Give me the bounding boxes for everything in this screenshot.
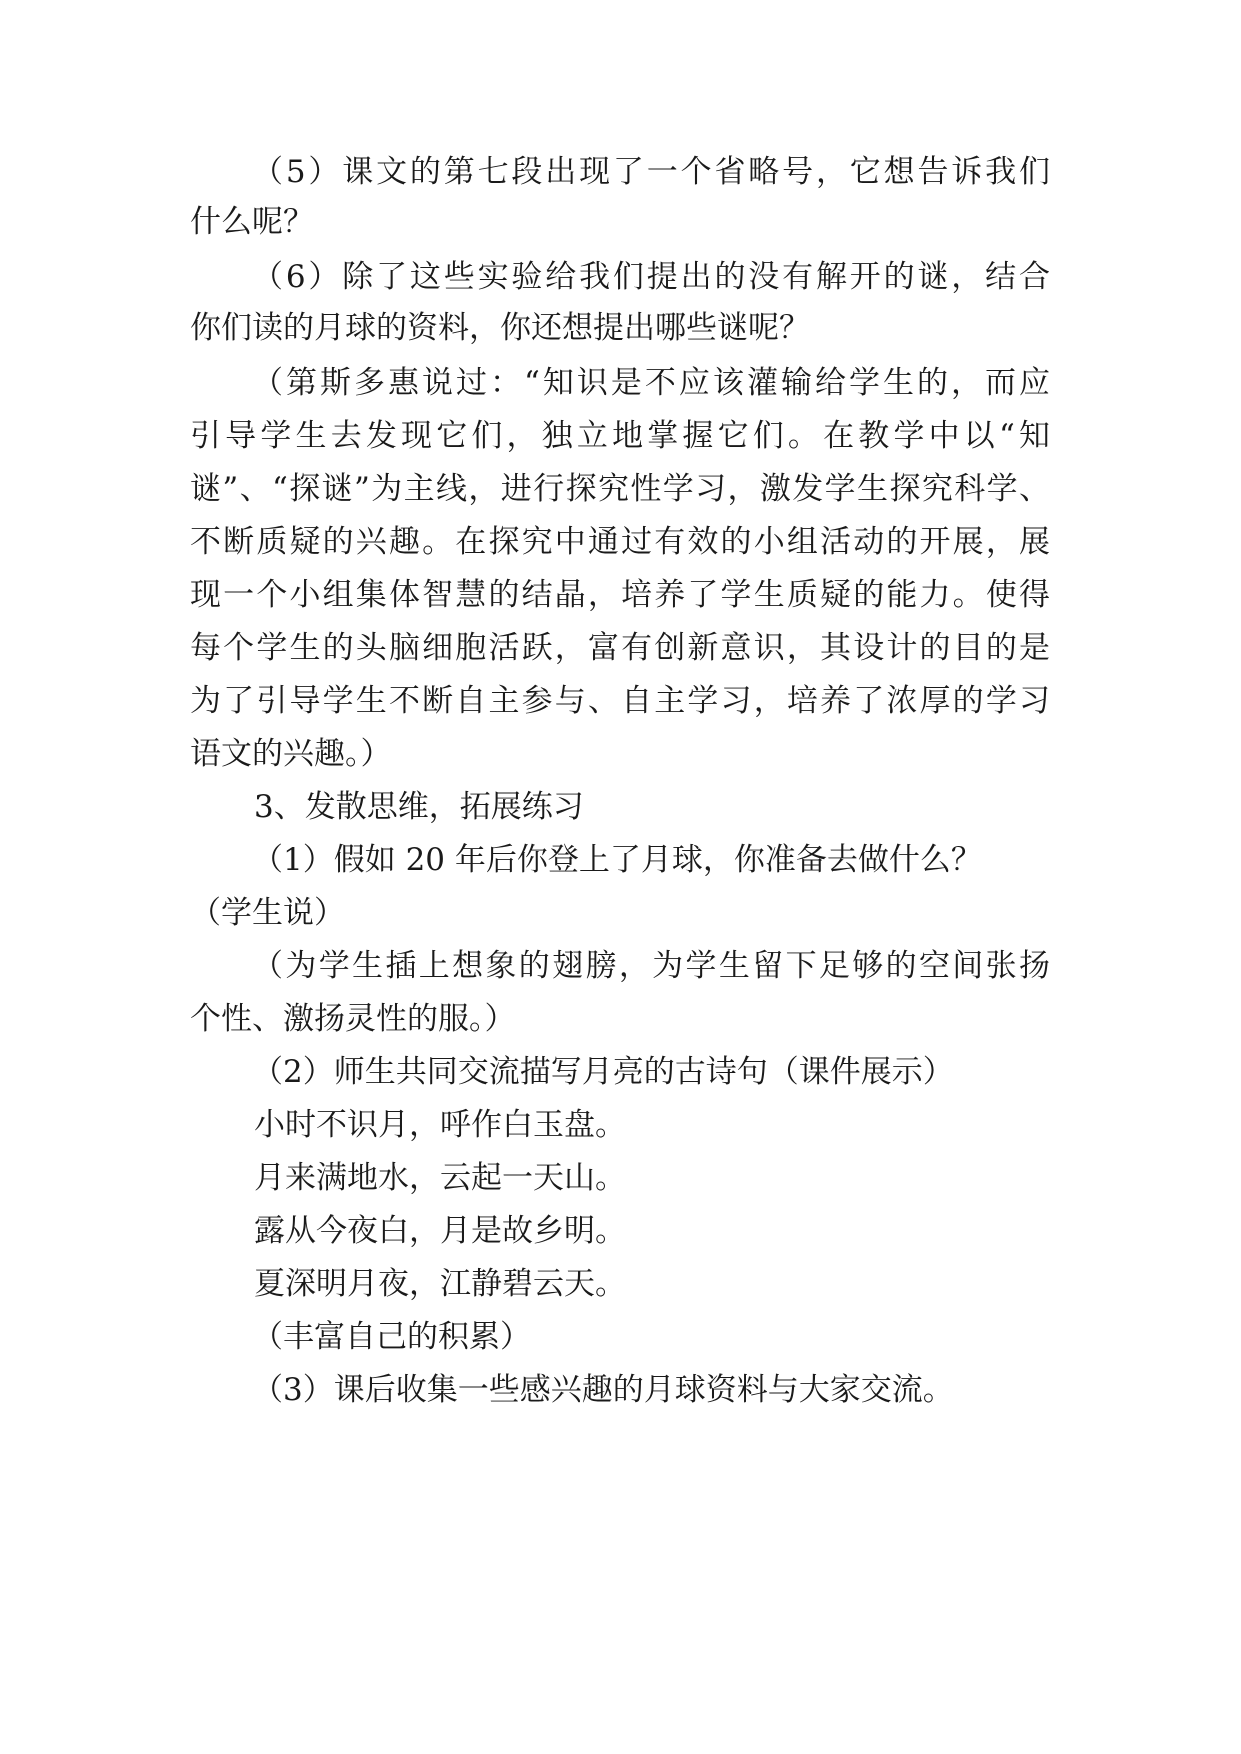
paragraph-line: 为了引导学生不断自主参与、自主学习，培养了浓厚的学习	[190, 683, 1050, 719]
paragraph-line: （为学生插上想象的翅膀，为学生留下足够的空间张扬	[252, 948, 1050, 984]
paragraph-line: 不断质疑的兴趣。在探究中通过有效的小组活动的开展，展	[190, 524, 1050, 560]
paragraph-line: （2）师生共同交流描写月亮的古诗句（课件展示）	[252, 1054, 954, 1090]
paragraph-line: 个性、激扬灵性的服。）	[190, 1001, 516, 1037]
poem-line: 露从今夜白，月是故乡明。	[254, 1213, 626, 1249]
paragraph-line: （6）除了这些实验给我们提出的没有解开的谜，结合	[252, 259, 1050, 295]
poem-line: 小时不识月，呼作白玉盘。	[254, 1107, 626, 1143]
paragraph-line: 谜”、“探谜”为主线，进行探究性学习，激发学生探究科学、	[190, 471, 1050, 507]
paragraph-line: 每个学生的头脑细胞活跃，富有创新意识，其设计的目的是	[190, 630, 1050, 666]
paragraph-line: （1）假如 20 年后你登上了月球，你准备去做什么？	[252, 842, 982, 878]
paragraph-line: 现一个小组集体智慧的结晶，培养了学生质疑的能力。使得	[190, 577, 1050, 613]
paragraph-line: （丰富自己的积累）	[252, 1319, 531, 1355]
poem-line: 夏深明月夜，江静碧云天。	[254, 1266, 626, 1302]
paragraph-line: 你们读的月球的资料，你还想提出哪些谜呢？	[190, 310, 810, 346]
paragraph-line: 什么呢？	[190, 204, 314, 240]
paragraph-line: （学生说）	[190, 895, 345, 931]
paragraph-line: 引导学生去发现它们，独立地掌握它们。在教学中以“知	[190, 418, 1050, 454]
poem-line: 月来满地水，云起一天山。	[254, 1160, 626, 1196]
paragraph-line: 语文的兴趣。）	[190, 736, 392, 772]
paragraph-line: （3）课后收集一些感兴趣的月球资料与大家交流。	[252, 1372, 954, 1408]
paragraph-line: （5）课文的第七段出现了一个省略号，它想告诉我们	[252, 154, 1050, 190]
section-heading: 3、发散思维，拓展练习	[254, 789, 584, 825]
paragraph-line: （第斯多惠说过：“知识是不应该灌输给学生的，而应	[252, 365, 1050, 401]
